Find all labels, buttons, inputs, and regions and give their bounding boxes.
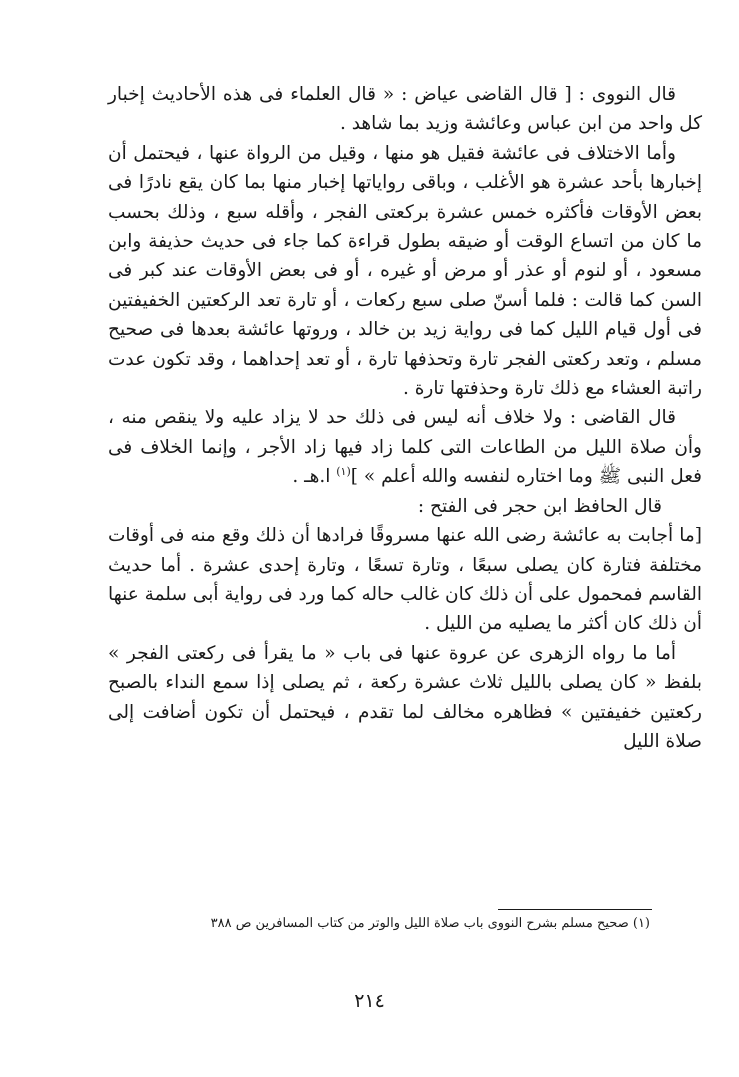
paragraph-zuhri-narration: أما ما رواه الزهرى عن عروة عنها فى باب « ما يقرأ فى ركعتى الفجر » بلفظ « كان يصلى بالليل ثلاث عشرة ركعة ، ثم يصلى إذا سمع النداء بالصبح ركعتين خفيفتين » فظاهره مخالف لما تقدم ، فيحتمل أن تكون أضافت إلى صلاة الليل — [108, 642, 702, 752]
paragraph-nawawi-quote: قال النووى : [ قال القاضى عياض : « قال العلماء فى هذه الأحاديث إخبار كل واحد من ابن عباس وعائشة وزيد بما شاهد . — [108, 84, 702, 135]
paragraph-aisha-difference: وأما الاختلاف فى عائشة فقيل هو منها ، وقيل من الرواة عنها ، فيحتمل أن إخبارها بأحد عشرة هو الأغلب ، وباقى رواياتها إخبار منها بما كان يقع نادرًا فى بعض الأوقات فأكثره خمس عشرة بركعتى الفجر ، وأقله سبع ، وذلك بحسب ما كان من اتساع الوقت أو ضيقه بطول قراءة كما جاء فى حديث حذيفة وابن مسعود ، أو لنوم أو عذر أو مرض أو غيره ، أو فى بعض الأوقات عند كبر فى السن كما قالت : فلما أسنّ صلى سبع ركعات ، أو تارة تعد الركعتين الخفيفتين فى أول قيام الليل كما فى رواية زيد بن خالد ، وروتها عائشة بعدها فى صحيح مسلم ، وتعد ركعتى الفجر تارة وتحذفها تارة ، أو تعد إحداهما ، وقد تكون عدت راتبة العشاء مع ذلك تارة وحذفتها تارة . — [108, 142, 702, 400]
end-quote-marker: ا.هـ . — [292, 466, 331, 488]
qadi-statement-text: قال القاضى : ولا خلاف أنه ليس فى ذلك حد لا يزاد عليه ولا ينقص منه ، وأن صلاة الليل من الطاعات التى كلما زاد فيها زاد الأجر ، وإنما الخلاف فى فعل النبى ﷺ وما اختاره لنفسه والله أعلم » ] — [108, 407, 702, 488]
main-text — [108, 80, 702, 756]
paragraph-ibn-hajar-quote: [ما أجابت به عائشة رضى الله عنها مسروقًا فرادها أن ذلك وقع منه فى أوقات مختلفة فتارة كان يصلى سبعًا ، وتارة تسعًا ، وتارة إحدى عشرة . أما حديث القاسم فمحمول على أن ذلك كان غالب حاله كما ورد فى رواية أبى سلمة عنها أن ذلك كان أكثر ما يصليه من الليل . — [108, 525, 702, 635]
paragraph-ibn-hajar-heading: قال الحافظ ابن حجر فى الفتح : — [417, 495, 662, 517]
paragraph-qadi-statement — [108, 403, 702, 491]
footnote-reference: (١) — [336, 465, 351, 479]
page-number: ٢١٤ — [354, 990, 385, 1012]
footnote: (١) صحيح مسلم بشرح النووى باب صلاة الليل والوتر من كتاب المسافرين ص ٣٨٨ — [210, 916, 650, 931]
footnote-divider — [498, 909, 652, 910]
